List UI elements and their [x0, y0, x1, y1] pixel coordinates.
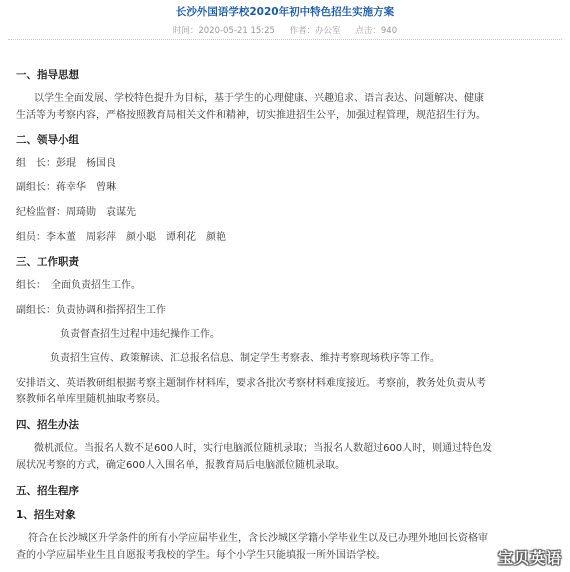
- paragraph-line: 组 长：彭琨 杨国良: [16, 158, 116, 169]
- paragraph-line: 负责督查招生过程中违纪操作工作。: [60, 329, 220, 340]
- publish-time: 时间：2020-05-21 15:25: [172, 26, 275, 36]
- article-meta: [0, 24, 570, 36]
- paragraph-line: 纪检监督：周琦勋 袁谋先: [16, 207, 136, 218]
- paragraph-line: 查的小学应届毕业生且自愿报考我校的学生。每个小学生只能填报一所外国语学校。: [16, 550, 386, 561]
- paragraph-line: 展状况考察的方式，确定600人入围名单，报教育局后电脑派位随机录取。: [16, 460, 346, 471]
- divider: [8, 39, 562, 40]
- paragraph-line: 副组长：蒋幸华 曾琳: [16, 182, 116, 193]
- section-heading-1: 一、指导思想: [16, 69, 79, 81]
- paragraph-line: 组员：李本董 周彩萍 颜小聪 谭利花 颜艳: [16, 232, 226, 243]
- paragraph-line: 符合在长沙城区升学条件的所有小学应届毕业生，含长沙城区学籍小学毕业生以及已办理外地回长资格审: [28, 533, 488, 544]
- view-count: 点击：940: [355, 26, 398, 36]
- paragraph-line: 微机派位。当报名人数不足600人时，实行电脑派位随机录取；当报名人数超过600人时，则通过特色发: [34, 443, 493, 454]
- section-heading-3: 三、工作职责: [16, 256, 79, 268]
- watermark-logo: 宝贝英语: [497, 549, 562, 567]
- subsection-heading: 1、招生对象: [16, 509, 76, 521]
- paragraph-line: 察教师名单库里随机抽取考察员。: [16, 394, 166, 405]
- section-heading-2: 二、领导小组: [16, 134, 79, 146]
- paragraph-line: 副组长：负责协调和指挥招生工作: [16, 305, 166, 316]
- paragraph-line: 以学生全面发展、学校特色提升为目标，基于学生的心理健康、兴趣追求、语言表达、问题解决、健康: [34, 93, 484, 104]
- paragraph-line: 负责招生宣传、政策解读、汇总报名信息、制定学生考察表、维持考察现场秩序等工作。: [50, 353, 440, 364]
- article-title: 长沙外国语学校2020年初中特色招生实施方案: [175, 6, 395, 18]
- paragraph-line: 生活等为考察内容，严格按照教育局相关文件和精神，切实推进招生公平，加强过程管理，规范招生行为。: [16, 110, 486, 121]
- section-heading-5: 五、招生程序: [16, 485, 79, 497]
- section-heading-4: 四、招生办法: [16, 419, 79, 431]
- author: 作者：办公室: [289, 26, 341, 36]
- paragraph-line: 组长： 全面负责招生工作。: [16, 280, 141, 291]
- paragraph-line: 安排语文、英语教研组根据考察主题制作材料库，要求各批次考察材料难度接近。考察前，教务处负责从考: [16, 378, 486, 389]
